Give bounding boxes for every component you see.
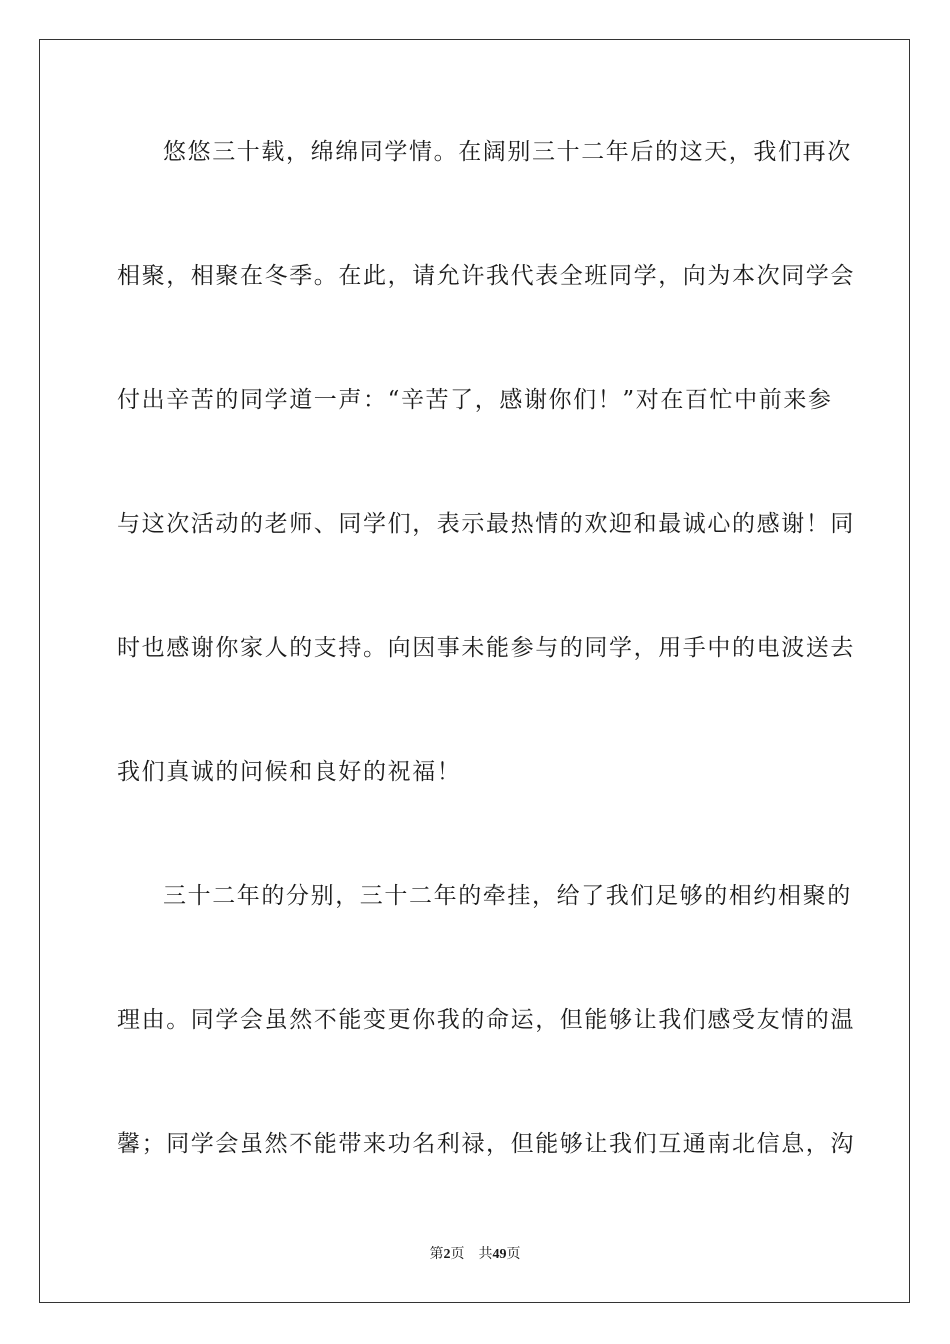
- paragraph-1-line-2: 相聚，相聚在冬季。在此，请允许我代表全班同学，向为本次同学会: [117, 263, 855, 289]
- paragraph-1-line-5: 时也感谢你家人的支持。向因事未能参与的同学，用手中的电波送去: [117, 635, 855, 661]
- paragraph-2-line-3: 馨；同学会虽然不能带来功名利禄，但能够让我们互通南北信息，沟: [117, 1131, 855, 1157]
- paragraph-1-line-6: 我们真诚的问候和良好的祝福！: [117, 759, 462, 785]
- paragraph-1-line-1: 悠悠三十载，绵绵同学情。在阔别三十二年后的这天，我们再次: [163, 139, 852, 165]
- total-page-count: 49: [492, 1247, 507, 1262]
- current-page-number: 2: [443, 1247, 451, 1262]
- page-footer: [0, 1246, 950, 1264]
- paragraph-2-line-1: 三十二年的分别，三十二年的牵挂，给了我们足够的相约相聚的: [163, 883, 852, 909]
- page-indicator: 第2页: [429, 1247, 465, 1262]
- paragraph-1-line-4: 与这次活动的老师、同学们，表示最热情的欢迎和最诚心的感谢！同: [117, 511, 855, 537]
- paragraph-2-line-2: 理由。同学会虽然不能变更你我的命运，但能够让我们感受友情的温: [117, 1007, 855, 1033]
- total-pages-indicator: 共49页: [478, 1247, 521, 1262]
- page-border: [39, 39, 910, 1303]
- paragraph-1-line-3: 付出辛苦的同学道一声：“辛苦了，感谢你们！”对在百忙中前来参: [117, 387, 833, 413]
